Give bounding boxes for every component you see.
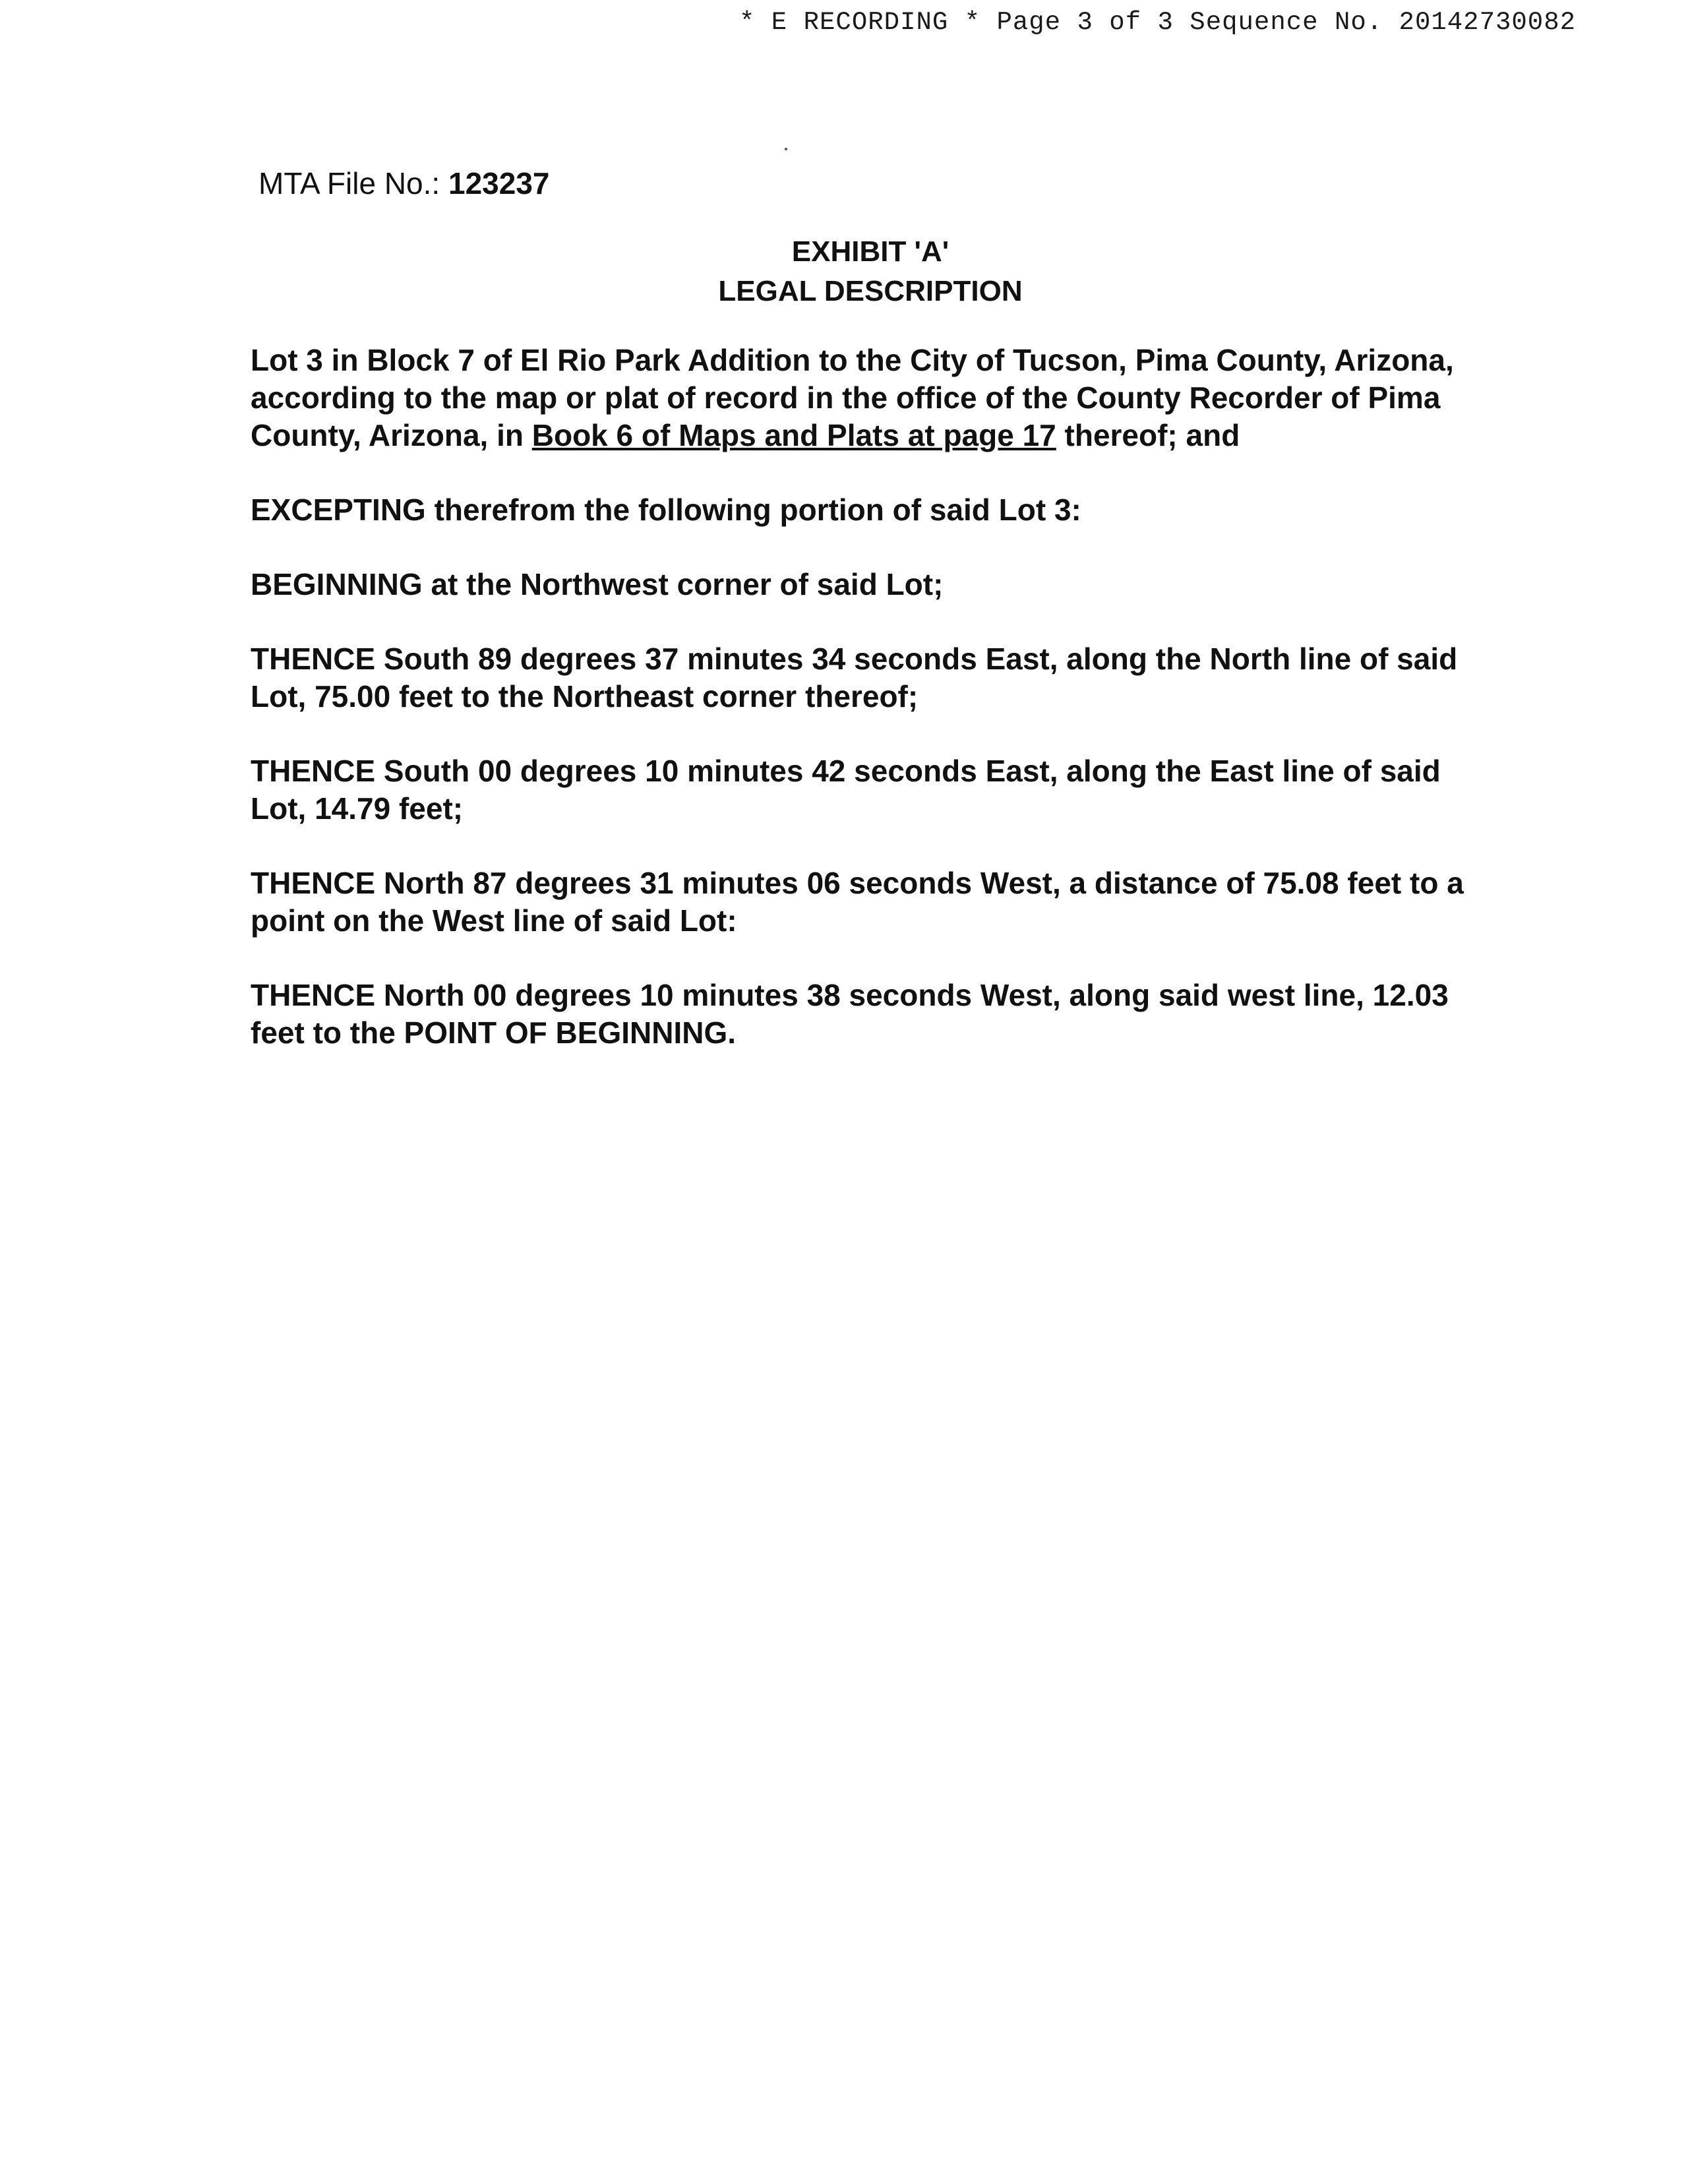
course-4-paragraph: THENCE North 00 degrees 10 minutes 38 seconds West, along said west line, 12.03 feet to the POINT OF BEGINNING. <box>251 978 1449 1050</box>
lot-description-text: Lot 3 in Block 7 of El Rio Park Addition to the City of Tucson, Pima County, Arizona, according to the map or plat of record in the office of the County Recorder of Pima County, Arizona, in <box>251 343 1454 452</box>
exhibit-subtitle: LEGAL DESCRIPTION <box>718 275 1023 307</box>
legal-description-document <box>251 165 1490 1089</box>
course-1-paragraph: THENCE South 89 degrees 37 minutes 34 seconds East, along the North line of said Lot, 75.00 feet to the Northeast corner thereof; <box>251 642 1458 713</box>
course-3-paragraph: THENCE North 87 degrees 31 minutes 06 seconds West, a distance of 75.08 feet to a point on the West line of said Lot: <box>251 866 1464 938</box>
exhibit-heading <box>251 232 1490 311</box>
lot-description-paragraph <box>251 342 1490 454</box>
lot-description-tail: thereof; and <box>1056 418 1240 452</box>
scan-speck <box>785 148 787 150</box>
file-number-line <box>258 165 1490 202</box>
file-number: 123237 <box>448 166 550 200</box>
excepting-paragraph: EXCEPTING therefrom the following portion of said Lot 3: <box>251 493 1081 527</box>
course-2-paragraph: THENCE South 00 degrees 10 minutes 42 seconds East, along the East line of said Lot, 14.79 feet; <box>251 754 1441 826</box>
recording-header: * E RECORDING * Page 3 of 3 Sequence No. 20142730082 <box>739 8 1576 37</box>
file-number-label: MTA File No.: <box>258 166 440 200</box>
beginning-paragraph: BEGINNING at the Northwest corner of said Lot; <box>251 567 944 601</box>
exhibit-title: EXHIBIT 'A' <box>791 235 950 268</box>
plat-reference: Book 6 of Maps and Plats at page 17 <box>531 418 1056 452</box>
